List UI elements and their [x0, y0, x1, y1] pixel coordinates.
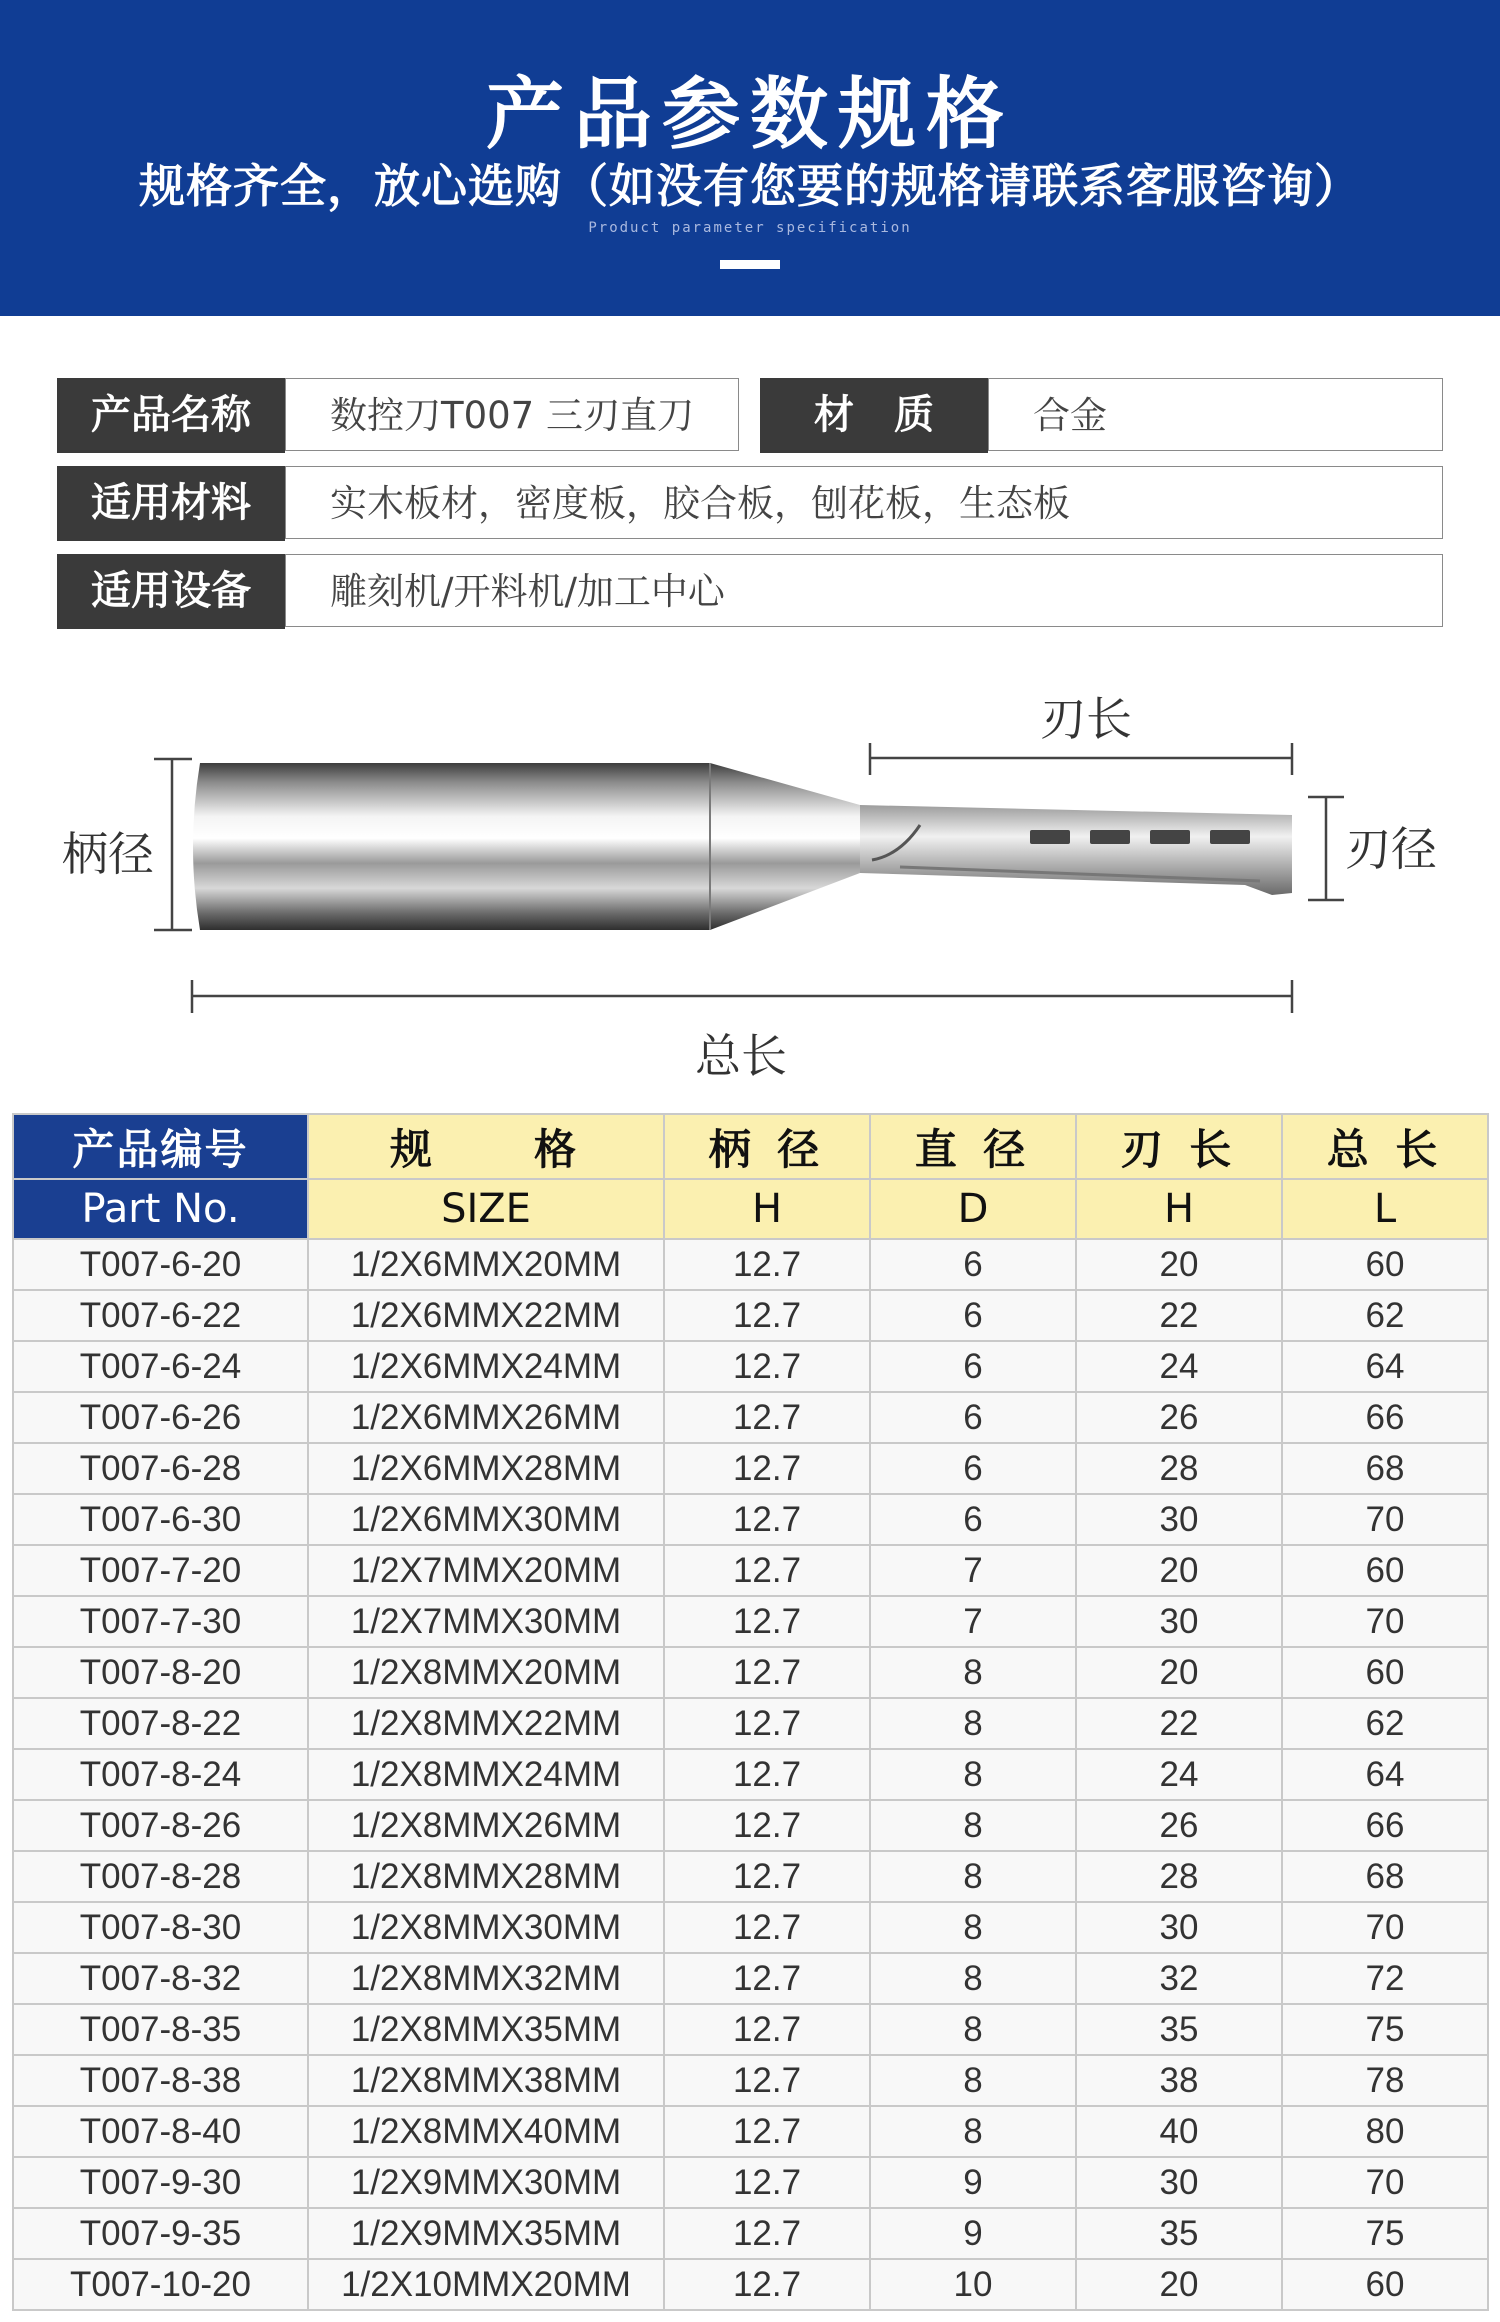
header-total-length-en: L: [1282, 1179, 1488, 1239]
blade-diameter-marker: [1308, 797, 1344, 900]
applicable-material-label: 适用材料: [57, 466, 285, 541]
blade-length-cell: 30: [1076, 1494, 1282, 1545]
part-no-cell: T007-8-35: [13, 2004, 308, 2055]
product-name-label: 产品名称: [57, 378, 285, 453]
diameter-cell: 6: [870, 1290, 1076, 1341]
size-cell: 1/2X6MMX24MM: [308, 1341, 664, 1392]
shank-diameter-cell: 12.7: [664, 1239, 870, 1290]
part-no-cell: T007-8-30: [13, 1902, 308, 1953]
shank-diameter-cell: 12.7: [664, 1392, 870, 1443]
table-row: [13, 1698, 1488, 1749]
table-row: [13, 1290, 1488, 1341]
info-row-product-name: [57, 378, 1443, 453]
shank-diameter-cell: 12.7: [664, 1290, 870, 1341]
table-row: [13, 1800, 1488, 1851]
header-diameter-cn: 直 径: [870, 1114, 1076, 1179]
header-shank-en: H: [664, 1179, 870, 1239]
part-no-cell: T007-6-20: [13, 1239, 308, 1290]
blade-length-cell: 20: [1076, 1545, 1282, 1596]
part-no-cell: T007-8-32: [13, 1953, 308, 2004]
part-no-cell: T007-6-26: [13, 1392, 308, 1443]
size-cell: 1/2X8MMX30MM: [308, 1902, 664, 1953]
table-row: [13, 1443, 1488, 1494]
spec-table: [12, 1113, 1487, 2311]
size-cell: 1/2X9MMX35MM: [308, 2208, 664, 2259]
size-cell: 1/2X6MMX22MM: [308, 1290, 664, 1341]
table-row: [13, 2055, 1488, 2106]
part-no-cell: T007-8-40: [13, 2106, 308, 2157]
shank-diameter-cell: 12.7: [664, 1596, 870, 1647]
table-row: [13, 1749, 1488, 1800]
english-caption: Product parameter specification: [588, 220, 912, 236]
diameter-cell: 8: [870, 1953, 1076, 2004]
diameter-cell: 6: [870, 1341, 1076, 1392]
diameter-cell: 8: [870, 1851, 1076, 1902]
blade-length-cell: 38: [1076, 2055, 1282, 2106]
material-label: 材 质: [760, 378, 988, 453]
header-size-cn: 规 格: [308, 1114, 664, 1179]
part-no-cell: T007-6-30: [13, 1494, 308, 1545]
size-cell: 1/2X8MMX22MM: [308, 1698, 664, 1749]
total-length-cell: 70: [1282, 1596, 1488, 1647]
blade-length-cell: 28: [1076, 1851, 1282, 1902]
material-value: 合金: [988, 378, 1443, 451]
table-row: [13, 1647, 1488, 1698]
total-length-cell: 64: [1282, 1341, 1488, 1392]
blade-length-cell: 20: [1076, 2259, 1282, 2310]
blade-length-cell: 26: [1076, 1800, 1282, 1851]
size-cell: 1/2X6MMX20MM: [308, 1239, 664, 1290]
part-no-cell: T007-8-28: [13, 1851, 308, 1902]
size-cell: 1/2X8MMX20MM: [308, 1647, 664, 1698]
table-row: [13, 1239, 1488, 1290]
shank-shape: [193, 763, 860, 930]
total-length-cell: 75: [1282, 2208, 1488, 2259]
page-subtitle: 规格齐全，放心选购（如没有您要的规格请联系客服咨询）: [139, 159, 1361, 213]
diameter-cell: 6: [870, 1239, 1076, 1290]
total-length-cell: 78: [1282, 2055, 1488, 2106]
total-length-cell: 60: [1282, 1239, 1488, 1290]
total-length-cell: 80: [1282, 2106, 1488, 2157]
shank-diameter-cell: 12.7: [664, 1698, 870, 1749]
header-part-no-cn: 产品编号: [13, 1114, 308, 1179]
size-cell: 1/2X6MMX30MM: [308, 1494, 664, 1545]
diameter-cell: 8: [870, 1698, 1076, 1749]
part-no-cell: T007-8-26: [13, 1800, 308, 1851]
diameter-cell: 6: [870, 1494, 1076, 1545]
part-no-cell: T007-9-35: [13, 2208, 308, 2259]
table-row: [13, 1902, 1488, 1953]
blade-length-cell: 20: [1076, 1239, 1282, 1290]
header-diameter-en: D: [870, 1179, 1076, 1239]
size-cell: 1/2X8MMX24MM: [308, 1749, 664, 1800]
total-length-cell: 75: [1282, 2004, 1488, 2055]
shank-diameter-cell: 12.7: [664, 2157, 870, 2208]
title-underline: [720, 260, 780, 269]
part-no-cell: T007-6-24: [13, 1341, 308, 1392]
table-row: [13, 1596, 1488, 1647]
total-length-cell: 60: [1282, 1647, 1488, 1698]
diameter-cell: 8: [870, 2004, 1076, 2055]
blade-length-cell: 35: [1076, 2004, 1282, 2055]
shank-diameter-cell: 12.7: [664, 1647, 870, 1698]
blade-length-cell: 22: [1076, 1698, 1282, 1749]
size-cell: 1/2X8MMX35MM: [308, 2004, 664, 2055]
shank-diameter-cell: 12.7: [664, 1545, 870, 1596]
blade-length-cell: 28: [1076, 1443, 1282, 1494]
diameter-cell: 8: [870, 2106, 1076, 2157]
part-no-cell: T007-7-30: [13, 1596, 308, 1647]
info-row-equipment: [57, 554, 1443, 629]
blade-length-cell: 24: [1076, 1341, 1282, 1392]
blade-length-cell: 32: [1076, 1953, 1282, 2004]
table-header-cn: [13, 1114, 1488, 1179]
router-bit-diagram: [0, 655, 1500, 1083]
header-banner: [0, 0, 1500, 316]
part-no-cell: T007-8-20: [13, 1647, 308, 1698]
header-size-en: SIZE: [308, 1179, 664, 1239]
blade-length-cell: 22: [1076, 1290, 1282, 1341]
total-length-cell: 72: [1282, 1953, 1488, 2004]
part-no-cell: T007-10-20: [13, 2259, 308, 2310]
diameter-cell: 8: [870, 1749, 1076, 1800]
diameter-cell: 9: [870, 2157, 1076, 2208]
shank-diameter-cell: 12.7: [664, 1494, 870, 1545]
total-length-cell: 60: [1282, 1545, 1488, 1596]
blade-length-label: 刃长: [1040, 692, 1132, 746]
size-cell: 1/2X8MMX32MM: [308, 1953, 664, 2004]
header-blade-length-cn: 刃 长: [1076, 1114, 1282, 1179]
size-cell: 1/2X6MMX26MM: [308, 1392, 664, 1443]
header-part-no-en: Part No.: [13, 1179, 308, 1239]
shank-diameter-cell: 12.7: [664, 2106, 870, 2157]
table-row: [13, 1392, 1488, 1443]
diameter-cell: 8: [870, 1800, 1076, 1851]
table-row: [13, 2106, 1488, 2157]
part-no-cell: T007-9-30: [13, 2157, 308, 2208]
diameter-cell: 8: [870, 1647, 1076, 1698]
part-no-cell: T007-8-24: [13, 1749, 308, 1800]
blade-length-cell: 24: [1076, 1749, 1282, 1800]
total-length-cell: 64: [1282, 1749, 1488, 1800]
total-length-marker: [192, 980, 1292, 1013]
diameter-cell: 8: [870, 2055, 1076, 2106]
total-length-cell: 62: [1282, 1698, 1488, 1749]
size-cell: 1/2X9MMX30MM: [308, 2157, 664, 2208]
diameter-cell: 10: [870, 2259, 1076, 2310]
total-length-cell: 70: [1282, 2157, 1488, 2208]
table-row: [13, 1851, 1488, 1902]
shank-diameter-cell: 12.7: [664, 1443, 870, 1494]
table-row: [13, 2004, 1488, 2055]
header-total-length-cn: 总 长: [1282, 1114, 1488, 1179]
equipment-value: 雕刻机/开料机/加工中心: [285, 554, 1443, 627]
blade-length-cell: 30: [1076, 1902, 1282, 1953]
header-shank-cn: 柄 径: [664, 1114, 870, 1179]
table-row: [13, 2259, 1488, 2310]
blade-shape: [860, 805, 1292, 895]
shank-diameter-cell: 12.7: [664, 2208, 870, 2259]
shank-diameter-cell: 12.7: [664, 2055, 870, 2106]
shank-diameter-marker: [154, 759, 192, 930]
spec-table-body: [13, 1239, 1488, 2310]
diameter-cell: 8: [870, 1902, 1076, 1953]
part-no-cell: T007-8-22: [13, 1698, 308, 1749]
blade-length-cell: 20: [1076, 1647, 1282, 1698]
blade-length-cell: 40: [1076, 2106, 1282, 2157]
total-length-cell: 60: [1282, 2259, 1488, 2310]
size-cell: 1/2X7MMX30MM: [308, 1596, 664, 1647]
page-title: 产品参数规格: [485, 70, 1014, 160]
blade-length-cell: 35: [1076, 2208, 1282, 2259]
header-blade-length-en: H: [1076, 1179, 1282, 1239]
size-cell: 1/2X6MMX28MM: [308, 1443, 664, 1494]
diameter-cell: 9: [870, 2208, 1076, 2259]
total-length-cell: 66: [1282, 1392, 1488, 1443]
router-bit-illustration: [0, 655, 1500, 1075]
table-row: [13, 1545, 1488, 1596]
shank-diameter-cell: 12.7: [664, 1953, 870, 2004]
shank-diameter-cell: 12.7: [664, 1851, 870, 1902]
size-cell: 1/2X8MMX38MM: [308, 2055, 664, 2106]
shank-diameter-label: 柄径: [62, 827, 154, 881]
total-length-cell: 66: [1282, 1800, 1488, 1851]
size-cell: 1/2X8MMX40MM: [308, 2106, 664, 2157]
size-cell: 1/2X8MMX26MM: [308, 1800, 664, 1851]
shank-diameter-cell: 12.7: [664, 2259, 870, 2310]
size-cell: 1/2X8MMX28MM: [308, 1851, 664, 1902]
total-length-cell: 70: [1282, 1494, 1488, 1545]
table-row: [13, 2157, 1488, 2208]
table-row: [13, 1953, 1488, 2004]
total-length-label: 总长: [695, 1029, 787, 1083]
blade-length-cell: 26: [1076, 1392, 1282, 1443]
part-no-cell: T007-6-28: [13, 1443, 308, 1494]
blade-diameter-label: 刃径: [1345, 822, 1437, 876]
applicable-material-value: 实木板材，密度板，胶合板，刨花板，生态板: [285, 466, 1443, 539]
table-row: [13, 1341, 1488, 1392]
shank-diameter-cell: 12.7: [664, 1749, 870, 1800]
part-no-cell: T007-8-38: [13, 2055, 308, 2106]
table-row: [13, 1494, 1488, 1545]
product-name-value: 数控刀T007 三刃直刀: [285, 378, 739, 451]
part-no-cell: T007-6-22: [13, 1290, 308, 1341]
shank-diameter-cell: 12.7: [664, 1341, 870, 1392]
total-length-cell: 70: [1282, 1902, 1488, 1953]
blade-length-cell: 30: [1076, 1596, 1282, 1647]
shank-diameter-cell: 12.7: [664, 1902, 870, 1953]
table-row: [13, 2208, 1488, 2259]
total-length-cell: 68: [1282, 1851, 1488, 1902]
shank-diameter-cell: 12.7: [664, 1800, 870, 1851]
size-cell: 1/2X7MMX20MM: [308, 1545, 664, 1596]
size-cell: 1/2X10MMX20MM: [308, 2259, 664, 2310]
shank-diameter-cell: 12.7: [664, 2004, 870, 2055]
diameter-cell: 7: [870, 1545, 1076, 1596]
diameter-cell: 6: [870, 1443, 1076, 1494]
total-length-cell: 62: [1282, 1290, 1488, 1341]
equipment-label: 适用设备: [57, 554, 285, 629]
part-no-cell: T007-7-20: [13, 1545, 308, 1596]
table-header-en: [13, 1179, 1488, 1239]
blade-length-cell: 30: [1076, 2157, 1282, 2208]
diameter-cell: 6: [870, 1392, 1076, 1443]
total-length-cell: 68: [1282, 1443, 1488, 1494]
info-row-applicable-material: [57, 466, 1443, 541]
diameter-cell: 7: [870, 1596, 1076, 1647]
